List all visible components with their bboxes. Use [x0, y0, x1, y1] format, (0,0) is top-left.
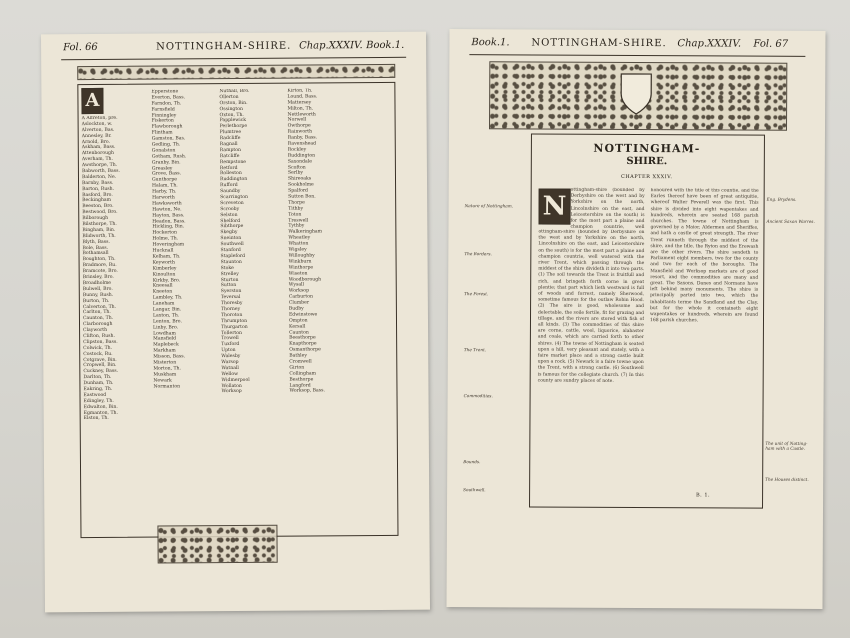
right-chapter: Chap.XXXIV.: [677, 38, 742, 50]
left-page-header: [61, 40, 406, 58]
margin-note-borders: The Borders.: [464, 251, 492, 257]
left-page: [41, 32, 430, 613]
margin-note-nature: Nature of Nottingham.: [464, 203, 514, 209]
page-title: NOTTINGHAM-: [593, 141, 701, 156]
margin-note-castle: The unit of Notting- ham with a Castle.: [765, 440, 808, 451]
margin-note-trent: The Trent.: [463, 347, 487, 353]
margin-note-eng-brydens: Eng. Brydens.: [766, 196, 797, 202]
margin-note-saxon-warres: Ancient Saxon Warres.: [766, 218, 815, 224]
margin-note-southwell: Southwell.: [463, 487, 486, 493]
index-column-3: Nuthall, Bro. Ollerton Orston, Bin. Ossington Oxton, Th. Papplewick Perlethorpe Plumtree Radcliffe Ragnall Rampton Ratcliffe Rempstone Retford Rolleston Ruddington Rufford Saundby Scarrington Screveton Scrooby Selston Shelford Sibthorpe Skegby Sneinton Southwell Stanford Stapleford Staunton Stoke Strelley Sturton Sutton Syerston Teversal Thoresby Thorney Thoroton Thrumpton Thurgarton Tollerton Trowell Tuxford Upton Walesby Warsop Watnall Wellow Widmerpool Wollaton Worksop: [219, 88, 250, 395]
margin-note-commodities: Commodities.: [463, 393, 493, 399]
chapter-heading: CHAPTER XXXIV.: [620, 173, 673, 181]
left-running-title: NOTTINGHAM-SHIRE.: [156, 40, 292, 53]
body-text-intro: ottingham-shire (bounded by Derbyshire on the west and by Yorkshire on the north, Lincolnshire on the east, and Leicestershire on the south) is for the most part a plaine and champion countrie, well: [570, 187, 645, 231]
page-signature: B. 1.: [695, 492, 711, 499]
page-subtitle: SHIRE.: [626, 155, 668, 168]
body-text-column-left: ottingham-shire (bounded by Derbyshire on the west and by Yorkshire on the north, Lincolnshire on the east, and Leicestershire on the south) is for the most part a plaine and champion countrie, well watered with the river Trent, which passing through the middest of the shire divideth it into two parts. (1) The soil towards the Trent is fruitfull and rich, and bringeth forth corne in great plentie; that part which lieth westward is full of woods and forrest, namely Sherwood, sometime famous for the outlaw Robin Hood. (2) The aire is good, wholesome and delectable, the soile fertile, fit for grazing and tillage, and the rivers are stored with fish of all kinds. (3) The commodities of this shire are corne, cattle, wool, liquorice, alabaster and coale, which are carried forth to other shires. (4) The towne of Nottingham is seated upon a hill, very pleasant and stately, with a faire market place and a strong castle built upon a rock. (5) Newark is a faire towne upon the Trent, with a strong castle. (6) Southwell is famous for the collegiate church. (7) In this county are sundry places of note.: [537, 229, 645, 384]
index-column-4: Kirton, Th. Lound, Bass. Mattersey Milton, Th. Nettleworth Norwell Owthorpe Rainworth Ranby, Bass. Ravenshead Rockley Ruddington Saxondale Scofton Serlby Shireoaks Sookholme Spalford Sutton Bon. Thorpe Tithby Toton Treswell Tythby Walkeringham Wheatley Whatton Wigsley Willoughby Winkburn Winthorpe Wiseton Woodborough Wysall Worksop Carburton Clumber Budby Edwinstowe Ompton Kersall Caunton Beesthorpe Knapthorpe Osmanthorpe Bathley Cromwell Girton Collingham Besthorpe Langford Worksop, Bass.: [287, 88, 325, 395]
index-column-1: A Alfreton, pre. Aslockton, w. Alverton, Bas. Annesley, Br. Arnold, Bro. Askham, Bass. Attenborough Averham, Th. Awsthorpe, Th. Babworth, Bass. Balderton, Ne. Barnby, Bass. Barton, Rush. Basford, Bro. Beckingham Beeston, Bro. Bestwood, Bro. Bilborough Bilsthorpe, Th. Bingham, Bin. Blidworth, Th. Blyth, Bass. Bole, Bass. Bothamsall Boughton, Th. Bradmore, Ru. Bramcote, Bro. Brinsley, Bro. Broadholme Bulwell, Bro. Bunny, Rush. Burton, Th. Calverton, Th. Carlton, Th. Caunton, Th. Clarborough Clayworth Clifton, Rush. Clipston, Bass. Colwick, Th. Costock, Ru. Cotgrave, Bin. Cropwell, Bin. Cuckney, Bass. Darlton, Th. Dunham, Th. Eakring, Th. Eastwood Edingley, Th. Edwalton, Bin. Egmanton, Th. Elston, Th.: [81, 115, 120, 422]
left-chapter: Chap.XXXIV.: [299, 40, 363, 52]
left-drop-cap: A: [81, 88, 103, 114]
right-running-title: NOTTINGHAM-SHIRE.: [531, 37, 667, 50]
index-column-2: Epperstone Everton, Bass. Farndon, Th. Farnsfield Finningley Fiskerton Flawborough Flintham Gamston, Bas. Gedling, Th. Gonalston Gotham, Rush. Granby, Bin. Greasley Grove, Bass. Gunthorpe Halam, Th. Harby, Th. Harworth Hawksworth Hawton, Ne. Hayton, Bass. Headon, Bass. Hickling, Bin. Hockerton Holme, Th. Hoveringham Hucknall Kelham, Th. Keyworth Kimberley Kinoulton Kirkby, Bro. Kneesall Kneeton Lambley, Th. Laneham Langar, Bin. Laxton, Th. Lenton, Bro. Linby, Bro. Lowdham Mansfield Maplebeck Markham Misson, Bass. Misterton Morton, Th. Muskham Newark Normanton: [151, 89, 187, 390]
right-page: [446, 29, 825, 609]
left-ornament-band: [77, 64, 395, 80]
left-folio: Fol. 66: [63, 41, 98, 54]
margin-note-houses: The Houses distinct.: [765, 476, 809, 482]
left-book: Book.1.: [366, 39, 405, 52]
margin-note-forest: The Forest.: [464, 291, 489, 297]
right-folio: Fol. 67: [753, 38, 789, 50]
right-page-header: [469, 37, 805, 55]
body-text-column-right: honoured with the title of this countie, and the Earles thereof have been of great antiquitie, whereof Walter Peverell was the first. This shire is divided into eight wapentakes and hundreds, wherein are seated 168 parish churches. The towne of Nottingham is governed by a Maior, Aldermen and Sheriffes, and hath a castle of great strength. The river Trent runneth through the middest of the shire, and the Idle, the Ryton and the Erewash are the other rivers. The shire sendeth to Parliament eight members, two for the county and two for each of the boroughs. The Mansfield and Worksop markets are of good resort, and the commodities are many and great. The Saxons, Danes and Normans have left behind many monuments. The shire is principally parted into two, which the inhabitants terme the Sandland and the Clay, but for the whole it containeth eight wapentakes or hundreds, wherein are found 168 parish churches.: [649, 188, 759, 324]
right-book: Book.1.: [471, 37, 510, 49]
margin-note-bounds: Bounds.: [463, 459, 481, 465]
drop-cap-n: N: [538, 188, 570, 224]
left-footer-ornament: [157, 525, 277, 564]
coat-of-arms-shield-icon: [619, 72, 653, 116]
